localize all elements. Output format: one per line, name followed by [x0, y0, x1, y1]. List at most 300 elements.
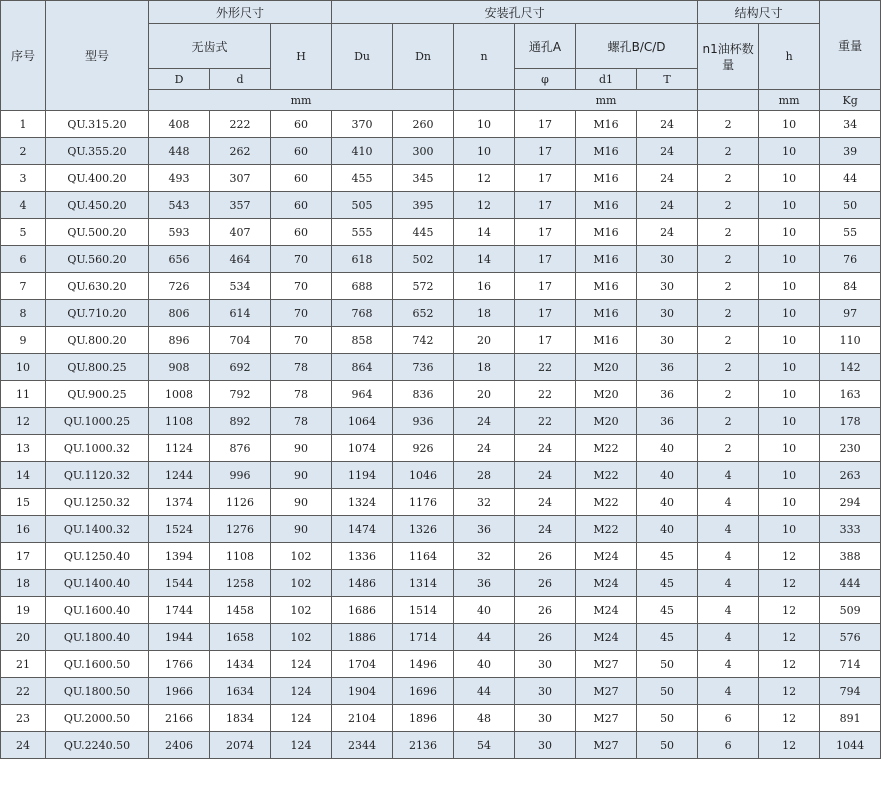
cell-weight: 44	[820, 165, 881, 192]
cell-T: 45	[637, 624, 698, 651]
cell-D: 1744	[149, 597, 210, 624]
cell-oil-cup: 2	[698, 138, 759, 165]
cell-D: 1124	[149, 435, 210, 462]
header-d: d	[210, 69, 271, 90]
cell-weight: 55	[820, 219, 881, 246]
cell-d1: M27	[576, 651, 637, 678]
cell-weight: 142	[820, 354, 881, 381]
table-row	[1, 273, 881, 300]
cell-H: 78	[271, 354, 332, 381]
cell-Dn: 1696	[393, 678, 454, 705]
cell-phi: 30	[515, 705, 576, 732]
cell-n: 24	[454, 435, 515, 462]
cell-phi: 22	[515, 354, 576, 381]
cell-T: 24	[637, 219, 698, 246]
cell-D: 656	[149, 246, 210, 273]
cell-Dn: 1514	[393, 597, 454, 624]
cell-H: 124	[271, 705, 332, 732]
cell-D: 726	[149, 273, 210, 300]
cell-T: 50	[637, 705, 698, 732]
cell-d1: M20	[576, 381, 637, 408]
cell-H: 90	[271, 516, 332, 543]
cell-Dn: 1176	[393, 489, 454, 516]
cell-d1: M16	[576, 111, 637, 138]
cell-phi: 17	[515, 273, 576, 300]
cell-d1: M20	[576, 354, 637, 381]
cell-Dn: 1046	[393, 462, 454, 489]
cell-h: 10	[759, 165, 820, 192]
header-oil-cup: n1油杯数量	[698, 24, 759, 90]
cell-model: QU.500.20	[46, 219, 149, 246]
header-n: n	[454, 24, 515, 90]
cell-d1: M22	[576, 516, 637, 543]
cell-H: 60	[271, 138, 332, 165]
cell-d1: M16	[576, 138, 637, 165]
header-d1: d1	[576, 69, 637, 90]
cell-weight: 163	[820, 381, 881, 408]
cell-Du: 1194	[332, 462, 393, 489]
header-no-teeth: 无齿式	[149, 24, 271, 69]
cell-seq: 11	[1, 381, 46, 408]
cell-D: 1108	[149, 408, 210, 435]
cell-seq: 7	[1, 273, 46, 300]
cell-oil-cup: 4	[698, 624, 759, 651]
header-H: H	[271, 24, 332, 90]
cell-T: 40	[637, 435, 698, 462]
table-row	[1, 246, 881, 273]
cell-phi: 17	[515, 300, 576, 327]
cell-d: 534	[210, 273, 271, 300]
cell-T: 50	[637, 678, 698, 705]
cell-h: 10	[759, 516, 820, 543]
cell-T: 24	[637, 165, 698, 192]
cell-Du: 505	[332, 192, 393, 219]
cell-weight: 50	[820, 192, 881, 219]
cell-d1: M24	[576, 570, 637, 597]
cell-seq: 9	[1, 327, 46, 354]
table-row	[1, 354, 881, 381]
cell-T: 24	[637, 192, 698, 219]
cell-seq: 1	[1, 111, 46, 138]
unit-blank-oil	[698, 90, 759, 111]
cell-Dn: 445	[393, 219, 454, 246]
cell-oil-cup: 4	[698, 462, 759, 489]
cell-model: QU.1400.32	[46, 516, 149, 543]
cell-weight: 576	[820, 624, 881, 651]
cell-phi: 24	[515, 516, 576, 543]
cell-H: 70	[271, 273, 332, 300]
header-D: D	[149, 69, 210, 90]
cell-d1: M24	[576, 543, 637, 570]
cell-oil-cup: 4	[698, 678, 759, 705]
cell-h: 12	[759, 624, 820, 651]
cell-Dn: 395	[393, 192, 454, 219]
cell-Dn: 1326	[393, 516, 454, 543]
cell-Du: 688	[332, 273, 393, 300]
cell-phi: 30	[515, 732, 576, 759]
cell-n: 14	[454, 246, 515, 273]
header-struct-dims: 结构尺寸	[698, 1, 820, 24]
cell-model: QU.800.25	[46, 354, 149, 381]
cell-T: 40	[637, 462, 698, 489]
cell-Du: 455	[332, 165, 393, 192]
cell-weight: 230	[820, 435, 881, 462]
table-header	[1, 1, 881, 111]
header-Dn: Dn	[393, 24, 454, 90]
cell-oil-cup: 4	[698, 543, 759, 570]
cell-oil-cup: 6	[698, 705, 759, 732]
table-row	[1, 408, 881, 435]
cell-weight: 34	[820, 111, 881, 138]
cell-phi: 17	[515, 111, 576, 138]
cell-H: 70	[271, 327, 332, 354]
cell-oil-cup: 4	[698, 651, 759, 678]
cell-n: 36	[454, 516, 515, 543]
cell-d1: M27	[576, 678, 637, 705]
cell-seq: 23	[1, 705, 46, 732]
cell-d: 892	[210, 408, 271, 435]
cell-h: 10	[759, 219, 820, 246]
cell-h: 10	[759, 273, 820, 300]
cell-d: 222	[210, 111, 271, 138]
cell-D: 1544	[149, 570, 210, 597]
cell-d: 692	[210, 354, 271, 381]
cell-weight: 1044	[820, 732, 881, 759]
cell-T: 40	[637, 516, 698, 543]
cell-Du: 1686	[332, 597, 393, 624]
cell-h: 10	[759, 300, 820, 327]
unit-kg: Kg	[820, 90, 881, 111]
cell-n: 32	[454, 543, 515, 570]
table-row	[1, 111, 881, 138]
table-row	[1, 300, 881, 327]
cell-model: QU.1000.32	[46, 435, 149, 462]
cell-d1: M27	[576, 732, 637, 759]
cell-oil-cup: 2	[698, 354, 759, 381]
cell-n: 54	[454, 732, 515, 759]
cell-h: 10	[759, 408, 820, 435]
cell-Du: 964	[332, 381, 393, 408]
cell-T: 45	[637, 597, 698, 624]
cell-H: 78	[271, 381, 332, 408]
table-row	[1, 570, 881, 597]
cell-weight: 333	[820, 516, 881, 543]
cell-H: 124	[271, 732, 332, 759]
cell-T: 45	[637, 543, 698, 570]
cell-seq: 13	[1, 435, 46, 462]
cell-h: 10	[759, 354, 820, 381]
cell-phi: 30	[515, 678, 576, 705]
cell-oil-cup: 2	[698, 381, 759, 408]
cell-n: 44	[454, 624, 515, 651]
header-outer-dims: 外形尺寸	[149, 1, 332, 24]
cell-D: 1244	[149, 462, 210, 489]
cell-model: QU.2240.50	[46, 732, 149, 759]
cell-h: 12	[759, 705, 820, 732]
cell-H: 90	[271, 435, 332, 462]
cell-H: 60	[271, 219, 332, 246]
cell-H: 124	[271, 651, 332, 678]
cell-model: QU.1800.40	[46, 624, 149, 651]
cell-D: 493	[149, 165, 210, 192]
cell-h: 10	[759, 138, 820, 165]
cell-h: 10	[759, 192, 820, 219]
cell-oil-cup: 2	[698, 273, 759, 300]
cell-T: 36	[637, 381, 698, 408]
table-row	[1, 489, 881, 516]
cell-Dn: 836	[393, 381, 454, 408]
cell-Dn: 1314	[393, 570, 454, 597]
cell-d: 464	[210, 246, 271, 273]
header-T: T	[637, 69, 698, 90]
cell-d: 1276	[210, 516, 271, 543]
cell-h: 12	[759, 651, 820, 678]
cell-d: 407	[210, 219, 271, 246]
cell-Du: 618	[332, 246, 393, 273]
cell-D: 2166	[149, 705, 210, 732]
cell-D: 896	[149, 327, 210, 354]
cell-T: 30	[637, 300, 698, 327]
cell-n: 40	[454, 651, 515, 678]
cell-H: 60	[271, 111, 332, 138]
cell-D: 1374	[149, 489, 210, 516]
cell-phi: 26	[515, 543, 576, 570]
cell-h: 10	[759, 111, 820, 138]
cell-model: QU.315.20	[46, 111, 149, 138]
cell-phi: 17	[515, 192, 576, 219]
cell-Du: 1074	[332, 435, 393, 462]
cell-d: 1634	[210, 678, 271, 705]
cell-D: 1944	[149, 624, 210, 651]
cell-phi: 30	[515, 651, 576, 678]
cell-oil-cup: 2	[698, 327, 759, 354]
cell-D: 806	[149, 300, 210, 327]
cell-model: QU.1400.40	[46, 570, 149, 597]
cell-weight: 39	[820, 138, 881, 165]
cell-D: 1524	[149, 516, 210, 543]
cell-weight: 178	[820, 408, 881, 435]
cell-phi: 24	[515, 489, 576, 516]
cell-n: 10	[454, 138, 515, 165]
cell-h: 10	[759, 381, 820, 408]
cell-phi: 26	[515, 597, 576, 624]
header-through-hole: 通孔A	[515, 24, 576, 69]
header-model: 型号	[46, 1, 149, 111]
cell-d1: M24	[576, 597, 637, 624]
cell-Du: 2344	[332, 732, 393, 759]
header-h: h	[759, 24, 820, 90]
cell-seq: 12	[1, 408, 46, 435]
cell-D: 448	[149, 138, 210, 165]
cell-Du: 1704	[332, 651, 393, 678]
cell-Dn: 300	[393, 138, 454, 165]
cell-oil-cup: 2	[698, 111, 759, 138]
cell-seq: 5	[1, 219, 46, 246]
table-row	[1, 624, 881, 651]
cell-n: 48	[454, 705, 515, 732]
cell-d: 1658	[210, 624, 271, 651]
cell-weight: 388	[820, 543, 881, 570]
cell-phi: 26	[515, 570, 576, 597]
cell-d1: M22	[576, 462, 637, 489]
cell-Du: 858	[332, 327, 393, 354]
cell-model: QU.1000.25	[46, 408, 149, 435]
cell-D: 1966	[149, 678, 210, 705]
cell-weight: 294	[820, 489, 881, 516]
cell-oil-cup: 4	[698, 489, 759, 516]
table-row	[1, 651, 881, 678]
cell-Du: 1474	[332, 516, 393, 543]
header-Du: Du	[332, 24, 393, 90]
cell-model: QU.1600.50	[46, 651, 149, 678]
cell-h: 10	[759, 327, 820, 354]
cell-n: 16	[454, 273, 515, 300]
cell-n: 14	[454, 219, 515, 246]
cell-d: 1434	[210, 651, 271, 678]
cell-d1: M22	[576, 435, 637, 462]
cell-oil-cup: 2	[698, 300, 759, 327]
cell-H: 90	[271, 462, 332, 489]
cell-Dn: 502	[393, 246, 454, 273]
cell-Du: 1486	[332, 570, 393, 597]
cell-seq: 17	[1, 543, 46, 570]
cell-d: 1458	[210, 597, 271, 624]
cell-h: 12	[759, 597, 820, 624]
cell-weight: 794	[820, 678, 881, 705]
cell-d: 704	[210, 327, 271, 354]
cell-phi: 17	[515, 246, 576, 273]
cell-model: QU.355.20	[46, 138, 149, 165]
cell-seq: 20	[1, 624, 46, 651]
cell-oil-cup: 4	[698, 570, 759, 597]
cell-n: 12	[454, 192, 515, 219]
cell-T: 30	[637, 273, 698, 300]
cell-d1: M16	[576, 219, 637, 246]
cell-oil-cup: 2	[698, 192, 759, 219]
cell-seq: 10	[1, 354, 46, 381]
cell-Dn: 926	[393, 435, 454, 462]
cell-h: 10	[759, 246, 820, 273]
cell-seq: 18	[1, 570, 46, 597]
cell-phi: 22	[515, 408, 576, 435]
cell-model: QU.1250.32	[46, 489, 149, 516]
cell-H: 70	[271, 300, 332, 327]
cell-n: 36	[454, 570, 515, 597]
cell-weight: 97	[820, 300, 881, 327]
cell-Du: 864	[332, 354, 393, 381]
cell-phi: 22	[515, 381, 576, 408]
cell-T: 40	[637, 489, 698, 516]
cell-D: 408	[149, 111, 210, 138]
cell-D: 1394	[149, 543, 210, 570]
cell-h: 10	[759, 435, 820, 462]
cell-weight: 110	[820, 327, 881, 354]
cell-phi: 26	[515, 624, 576, 651]
cell-seq: 16	[1, 516, 46, 543]
cell-seq: 4	[1, 192, 46, 219]
cell-weight: 76	[820, 246, 881, 273]
table-row	[1, 435, 881, 462]
cell-d1: M16	[576, 300, 637, 327]
cell-T: 50	[637, 651, 698, 678]
table-row	[1, 516, 881, 543]
cell-Du: 1336	[332, 543, 393, 570]
cell-weight: 891	[820, 705, 881, 732]
cell-Dn: 1496	[393, 651, 454, 678]
cell-seq: 14	[1, 462, 46, 489]
cell-Dn: 1714	[393, 624, 454, 651]
cell-d: 1126	[210, 489, 271, 516]
cell-phi: 24	[515, 462, 576, 489]
header-mount-holes: 安装孔尺寸	[332, 1, 698, 24]
cell-oil-cup: 2	[698, 408, 759, 435]
cell-n: 20	[454, 381, 515, 408]
cell-oil-cup: 4	[698, 597, 759, 624]
cell-weight: 444	[820, 570, 881, 597]
cell-H: 78	[271, 408, 332, 435]
cell-H: 70	[271, 246, 332, 273]
cell-d: 1834	[210, 705, 271, 732]
cell-Du: 1886	[332, 624, 393, 651]
cell-Du: 1064	[332, 408, 393, 435]
cell-oil-cup: 2	[698, 435, 759, 462]
cell-d: 262	[210, 138, 271, 165]
cell-phi: 17	[515, 165, 576, 192]
cell-d1: M16	[576, 246, 637, 273]
table-row	[1, 462, 881, 489]
cell-d1: M20	[576, 408, 637, 435]
cell-seq: 2	[1, 138, 46, 165]
cell-model: QU.710.20	[46, 300, 149, 327]
cell-d1: M16	[576, 165, 637, 192]
cell-model: QU.1250.40	[46, 543, 149, 570]
cell-d1: M27	[576, 705, 637, 732]
unit-mm-outer: mm	[149, 90, 454, 111]
cell-Du: 768	[332, 300, 393, 327]
cell-H: 102	[271, 624, 332, 651]
cell-d: 307	[210, 165, 271, 192]
table-row	[1, 732, 881, 759]
cell-model: QU.630.20	[46, 273, 149, 300]
cell-d: 2074	[210, 732, 271, 759]
cell-d1: M16	[576, 192, 637, 219]
cell-H: 90	[271, 489, 332, 516]
cell-weight: 84	[820, 273, 881, 300]
cell-model: QU.1600.40	[46, 597, 149, 624]
cell-n: 24	[454, 408, 515, 435]
unit-blank-n	[454, 90, 515, 111]
cell-h: 12	[759, 543, 820, 570]
cell-T: 24	[637, 138, 698, 165]
cell-seq: 15	[1, 489, 46, 516]
cell-T: 24	[637, 111, 698, 138]
cell-Dn: 742	[393, 327, 454, 354]
cell-h: 12	[759, 570, 820, 597]
cell-model: QU.2000.50	[46, 705, 149, 732]
cell-h: 10	[759, 489, 820, 516]
cell-n: 18	[454, 354, 515, 381]
cell-model: QU.1800.50	[46, 678, 149, 705]
cell-seq: 24	[1, 732, 46, 759]
cell-n: 40	[454, 597, 515, 624]
cell-T: 36	[637, 408, 698, 435]
cell-oil-cup: 2	[698, 246, 759, 273]
cell-Du: 1904	[332, 678, 393, 705]
cell-phi: 17	[515, 219, 576, 246]
cell-d1: M24	[576, 624, 637, 651]
cell-Dn: 345	[393, 165, 454, 192]
header-screw-hole: 螺孔B/C/D	[576, 24, 698, 69]
